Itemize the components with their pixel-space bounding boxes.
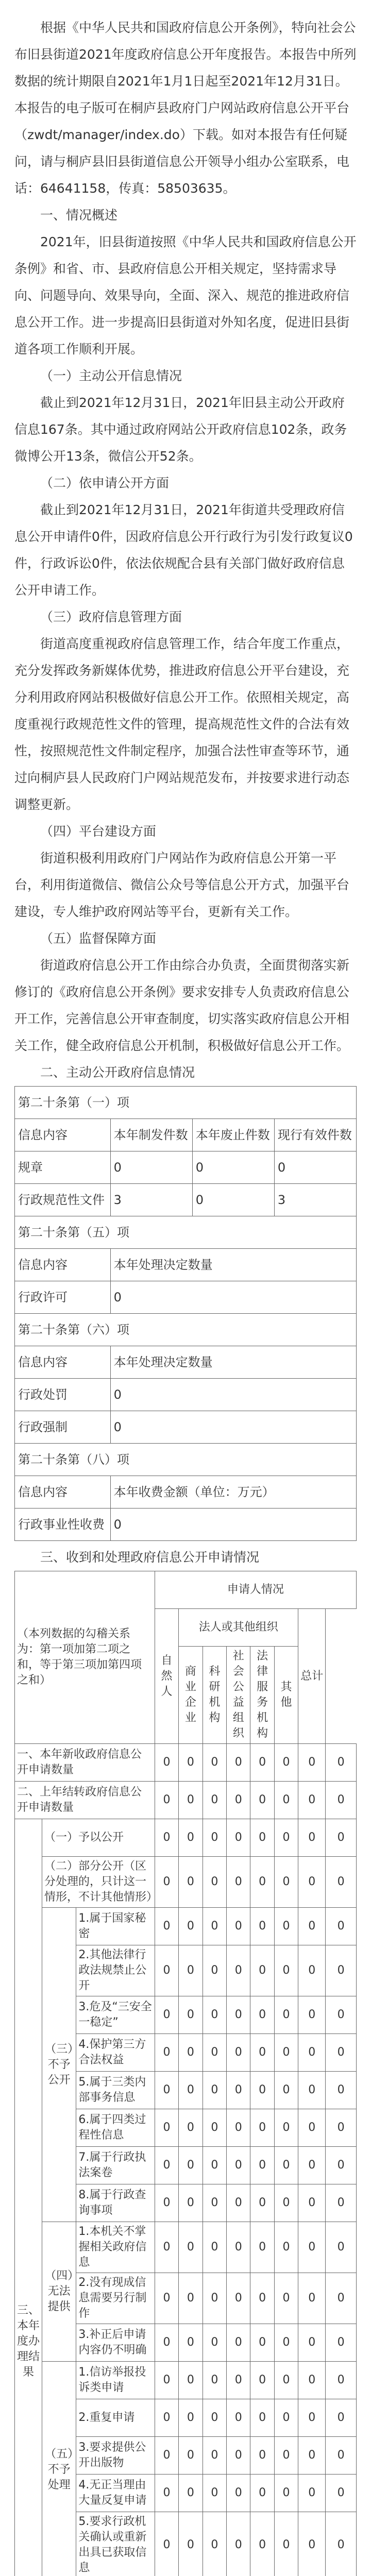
count-cell: 0 [298,2324,326,2362]
table-header-cell: 信息内容 [15,1119,111,1151]
result-group-label: 三、本年度办理结果 [15,1819,42,2576]
table-cell: 0 [274,1151,356,1184]
count-cell: 0 [250,2147,274,2184]
table-row [15,1151,357,1184]
section-1-title: 一、情况概述 [40,208,118,223]
active-disclosure-table [14,1086,357,1541]
corner-cell: （本列数据的勾稽关系为：第一项加第二项之和，等于第三项加第四项之和） [15,1571,155,1744]
count-cell: 0 [179,2034,203,2072]
section-1-1-text: 截止到2021年12月31日，2021年旧县主动公开政府信息167条。其中通过政府网站公开政府信息102条，政务微博公开13条，微信公开52条。 [14,395,347,464]
section-1-2-title: （二）依申请公开方面 [40,476,170,490]
count-cell: 0 [227,1908,250,1945]
count-cell: 0 [326,2475,357,2512]
org-type-header: 社会公益组织 [227,1647,250,1744]
section-1-5-text: 街道政府信息公开工作由综合办负责，全面贯彻落实新修订的《政府信息公开条例》要求安排专人负责政府信息公开工作，完善信息公开审查制度，切实落实政府信息公开相关工作，健全政府信息公开机制，积极做好信息公开工作。 [14,958,350,1053]
table-row [15,1184,357,1216]
table-cell: 0 [110,1509,356,1541]
row-label: 8.属于行政查询事项 [76,2184,155,2222]
section-1-text: 2021年，旧县街道按照《中华人民共和国政府信息公开条例》和省、市、县政府信息公开相关规定，坚持需求导向、问题导向、效果导向，全面、深入、规范的推进政府信息公开工作。进一步提高旧县街道对外知名度，促进旧县街道各项工作顺利开展。 [14,234,357,357]
section-1-4-title: （四）平台建设方面 [40,824,157,839]
section-1-3-title: （三）政府信息管理方面 [40,609,182,624]
count-cell: 0 [227,1857,250,1908]
subgroup-label: （五）不予处理 [42,2362,76,2576]
count-cell: 0 [274,2437,298,2475]
count-cell: 0 [203,2184,226,2222]
count-cell: 0 [155,2109,178,2147]
count-cell: 0 [298,2512,326,2576]
row-label: 一、本年新收政府信息公开申请数量 [15,1744,155,1782]
count-cell: 0 [227,2184,250,2222]
count-cell: 0 [203,1945,226,1996]
count-cell: 0 [326,1908,357,1945]
count-cell: 0 [227,1945,250,1996]
org-type-header: 科研机构 [203,1647,226,1744]
count-cell: 0 [179,2475,203,2512]
count-cell: 0 [179,2222,203,2273]
count-cell: 0 [326,2109,357,2147]
count-cell: 0 [227,1819,250,1857]
count-cell: 0 [155,1945,178,1996]
count-cell: 0 [179,1819,203,1857]
count-cell: 0 [250,2109,274,2147]
row-label: 1.信访举报投诉类申请 [76,2362,155,2399]
count-cell: 0 [274,2475,298,2512]
row-label: 2.重复申请 [76,2399,155,2437]
count-cell: 0 [155,2184,178,2222]
application-table [14,1571,357,2576]
count-cell: 0 [298,2362,326,2399]
table-cell: 3 [274,1184,356,1216]
table-cell: 0 [192,1151,274,1184]
table-heading: 第二十条第（一）项 [15,1087,357,1119]
count-cell: 0 [155,1782,178,1819]
count-cell: 0 [298,1945,326,1996]
count-cell: 0 [227,2437,250,2475]
table-row [15,1819,357,1857]
table-header-cell: 信息内容 [15,1249,111,1281]
count-cell: 0 [155,2437,178,2475]
count-cell: 0 [250,1857,274,1908]
count-cell: 0 [250,1996,274,2034]
row-label: 2.其他法律行政法规禁止公开 [76,1945,155,1996]
count-cell: 0 [179,2362,203,2399]
org-type-header: 商业企业 [179,1647,203,1744]
count-cell: 0 [326,1782,357,1819]
row-label: 二、上年结转政府信息公开申请数量 [15,1782,155,1819]
row-label: 2.没有现成信息需要另行制作 [76,2273,155,2324]
table-row [15,1857,357,1908]
count-cell: 0 [203,2362,226,2399]
org-type-header: 法律服务机构 [250,1647,274,1744]
row-label: 1.属于国家秘密 [76,1908,155,1945]
count-cell: 0 [326,2324,357,2362]
section-1-1-title: （一）主动公开信息情况 [40,368,182,383]
row-label: 4.保护第三方合法权益 [76,2034,155,2072]
count-cell: 0 [298,1744,326,1782]
section-1-2-text: 截止到2021年12月31日，2021年街道共受理政府信息公开申请件0件，因政府信息公开行政行为引发行政复议0件，行政诉讼0件，依法依规配合县有关部门做好政府信息公开申请工作。 [14,502,353,598]
count-cell: 0 [179,1996,203,2034]
count-cell: 0 [298,1819,326,1857]
count-cell: 0 [250,2475,274,2512]
count-cell: 0 [250,2512,274,2576]
table-row [15,2362,357,2399]
table-cell: 0 [192,1184,274,1216]
count-cell: 0 [326,1744,357,1782]
count-cell: 0 [326,2273,357,2324]
count-cell: 0 [155,2072,178,2109]
count-cell: 0 [326,2034,357,2072]
count-cell: 0 [326,2072,357,2109]
table-cell: 0 [110,1151,192,1184]
count-cell: 0 [155,2273,178,2324]
count-cell: 0 [227,2222,250,2273]
table-row [15,1379,357,1411]
count-cell: 0 [326,1857,357,1908]
count-cell: 0 [155,2147,178,2184]
table-cell: 0 [110,1281,356,1314]
count-cell: 0 [298,1857,326,1908]
count-cell: 0 [298,1782,326,1819]
count-cell: 0 [179,1908,203,1945]
count-cell: 0 [203,1857,226,1908]
count-cell: 0 [203,2072,226,2109]
table-cell: 行政处罚 [15,1379,111,1411]
count-cell: 0 [250,2324,274,2362]
table-cell: 规章 [15,1151,111,1184]
count-cell: 0 [274,2362,298,2399]
count-cell: 0 [298,2273,326,2324]
count-cell: 0 [155,2475,178,2512]
table-row [15,1782,357,1819]
intro-paragraph: 根据《中华人民共和国政府信息公开条例》，特向社会公布旧县街道2021年度政府信息公开年度报告。本报告中所列数据的统计期限自2021年1月1日起至2021年12月31日。本报告的电子版可在桐庐县政府门户网站政府信息公开平台（zwdt/manager/index.do）下载。如对本报告有任何疑问，请与桐庐县旧县街道信息公开领导小组办公室联系，电话：64641158，传真：58503635。 [14,20,357,196]
table-row [15,1281,357,1314]
count-cell: 0 [326,2512,357,2576]
count-cell: 0 [274,2184,298,2222]
count-cell: 0 [250,1908,274,1945]
count-cell: 0 [227,1782,250,1819]
count-cell: 0 [155,2222,178,2273]
count-cell: 0 [326,2222,357,2273]
count-cell: 0 [203,2475,226,2512]
count-cell: 0 [227,2324,250,2362]
count-cell: 0 [155,1996,178,2034]
row-label: 5.属于三类内部事务信息 [76,2072,155,2109]
row-label: 6.属于四类过程性信息 [76,2109,155,2147]
count-cell: 0 [179,2399,203,2437]
count-cell: 0 [326,2399,357,2437]
count-cell: 0 [155,2034,178,2072]
section-1-3-text: 街道高度重视政府信息管理工作，结合年度工作重点，充分发挥政务新媒体优势，推进政府信息公开平台建设，充分利用政府网站积极做好信息公开工作。依照相关规定，高度重视行政规范性文件的管理，提高规范性文件的合法有效性，按照规范性文件制定程序，加强合法性审查等环节，通过向桐庐县人民政府门户网站规范发布，并按要求进行动态调整更新。 [14,636,350,812]
row-label: 4.无正当理由大量反复申请 [76,2475,155,2512]
count-cell: 0 [179,1744,203,1782]
table-header-cell: 本年废止件数 [192,1119,274,1151]
table-header-cell: 本年制发件数 [110,1119,192,1151]
count-cell: 0 [179,2072,203,2109]
count-cell: 0 [250,1819,274,1857]
count-cell: 0 [203,2034,226,2072]
count-cell: 0 [250,2273,274,2324]
count-cell: 0 [326,2184,357,2222]
row-label: 5.要求行政机关确认或重新出具已获取信息 [76,2512,155,2576]
count-cell: 0 [179,1857,203,1908]
count-cell: 0 [203,2273,226,2324]
count-cell: 0 [203,1819,226,1857]
count-cell: 0 [250,2437,274,2475]
count-cell: 0 [250,1945,274,1996]
table-row [15,1411,357,1444]
count-cell: 0 [227,2475,250,2512]
count-cell: 0 [179,2109,203,2147]
subgroup-label: （三）不予公开 [42,1908,76,2222]
count-cell: 0 [203,2109,226,2147]
count-cell: 0 [179,2147,203,2184]
table-header-cell: 本年收费金额（单位：万元） [110,1476,356,1509]
table-cell: 3 [110,1184,192,1216]
count-cell: 0 [227,1744,250,1782]
count-cell: 0 [227,2362,250,2399]
count-cell: 0 [227,2034,250,2072]
table-header-row [15,1571,357,1609]
section-2-title: 二、主动公开政府信息情况 [40,1065,195,1080]
count-cell: 0 [274,1744,298,1782]
count-cell: 0 [250,1782,274,1819]
subgroup-label: （四）无法提供 [42,2222,76,2362]
count-cell: 0 [326,2362,357,2399]
count-cell: 0 [179,2437,203,2475]
table-header-cell: 信息内容 [15,1476,111,1509]
count-cell: 0 [298,2437,326,2475]
count-cell: 0 [227,2399,250,2437]
count-cell: 0 [203,1908,226,1945]
row-label: 3.补正后申请内容仍不明确 [76,2324,155,2362]
count-cell: 0 [274,2109,298,2147]
count-cell: 0 [274,2222,298,2273]
count-cell: 0 [250,2184,274,2222]
count-cell: 0 [298,2109,326,2147]
applicant-header: 申请人情况 [155,1571,356,1609]
count-cell: 0 [274,1819,298,1857]
count-cell: 0 [250,2072,274,2109]
count-cell: 0 [179,2273,203,2324]
count-cell: 0 [326,1819,357,1857]
row-label: （二）部分公开（区分处理的，只计这一情形，不计其他情形） [42,1857,155,1908]
row-label: 7.属于行政执法案卷 [76,2147,155,2184]
count-cell: 0 [179,1945,203,1996]
count-cell: 0 [227,2147,250,2184]
count-cell: 0 [250,2362,274,2399]
count-cell: 0 [298,2034,326,2072]
count-cell: 0 [227,2273,250,2324]
count-cell: 0 [274,2147,298,2184]
table-heading: 第二十条第（六）项 [15,1314,357,1346]
table-heading: 第二十条第（五）项 [15,1216,357,1249]
count-cell: 0 [250,1744,274,1782]
count-cell: 0 [155,2362,178,2399]
legal-person-header: 法人或其他组织 [179,1609,298,1647]
count-cell: 0 [203,2512,226,2576]
count-cell: 0 [155,2324,178,2362]
row-label: 3.危及“三安全一稳定” [76,1996,155,2034]
count-cell: 0 [298,1908,326,1945]
count-cell: 0 [203,2222,226,2273]
count-cell: 0 [274,1996,298,2034]
count-cell: 0 [250,2222,274,2273]
section-1-4-text: 街道积极利用政府门户网站作为政府信息公开第一平台，利用街道微信、微信公众号等信息公开方式，加强平台建设，专人维护政府网站等平台，更新有关工作。 [14,851,350,919]
count-cell: 0 [203,2324,226,2362]
count-cell: 0 [274,2512,298,2576]
table-heading: 第二十条第（八）项 [15,1444,357,1476]
table-cell: 行政许可 [15,1281,111,1314]
section-3-title: 三、收到和处理政府信息公开申请情况 [40,1550,260,1565]
table-cell: 0 [110,1411,356,1444]
count-cell: 0 [203,2399,226,2437]
table-header-cell: 本年处理决定数量 [110,1346,356,1379]
count-cell: 0 [179,1782,203,1819]
count-cell: 0 [274,1908,298,1945]
count-cell: 0 [203,1996,226,2034]
count-cell: 0 [298,2072,326,2109]
count-cell: 0 [326,2437,357,2475]
count-cell: 0 [298,2147,326,2184]
table-row [15,1509,357,1541]
table-row [15,1908,357,1945]
section-1-5-title: （五）监督保障方面 [40,931,157,946]
count-cell: 0 [298,2399,326,2437]
row-label: 3.要求提供公开出版物 [76,2437,155,2475]
count-cell: 0 [274,2034,298,2072]
row-label: （一）予以公开 [42,1819,155,1857]
count-cell: 0 [203,1782,226,1819]
count-cell: 0 [155,2399,178,2437]
total-header: 总计 [298,1609,326,1744]
count-cell: 0 [274,1782,298,1819]
count-cell: 0 [326,1945,357,1996]
table-cell: 行政事业性收费 [15,1509,111,1541]
count-cell: 0 [274,2072,298,2109]
count-cell: 0 [155,1744,178,1782]
count-cell: 0 [203,1744,226,1782]
org-type-header: 其他 [274,1647,298,1744]
count-cell: 0 [274,2324,298,2362]
count-cell: 0 [250,2034,274,2072]
count-cell: 0 [298,2222,326,2273]
table-row [15,2222,357,2273]
count-cell: 0 [298,2475,326,2512]
count-cell: 0 [155,1819,178,1857]
table-header-cell: 本年处理决定数量 [110,1249,356,1281]
count-cell: 0 [326,1996,357,2034]
table-cell: 行政强制 [15,1411,111,1444]
count-cell: 0 [155,2512,178,2576]
count-cell: 0 [274,2273,298,2324]
table-cell: 0 [110,1379,356,1411]
count-cell: 0 [274,2399,298,2437]
count-cell: 0 [179,2512,203,2576]
row-label: 1.本机关不掌握相关政府信息 [76,2222,155,2273]
count-cell: 0 [298,1996,326,2034]
count-cell: 0 [274,1857,298,1908]
count-cell: 0 [227,2109,250,2147]
count-cell: 0 [155,1857,178,1908]
count-cell: 0 [227,1996,250,2034]
count-cell: 0 [274,1945,298,1996]
table-cell: 行政规范性文件 [15,1184,111,1216]
count-cell: 0 [203,2147,226,2184]
count-cell: 0 [179,2324,203,2362]
table-header-cell: 现行有效件数 [274,1119,356,1151]
table-row [15,1744,357,1782]
count-cell: 0 [203,2437,226,2475]
natural-person-header: 自然人 [155,1609,178,1744]
count-cell: 0 [250,2399,274,2437]
count-cell: 0 [155,1908,178,1945]
count-cell: 0 [326,2147,357,2184]
table-header-cell: 信息内容 [15,1346,111,1379]
count-cell: 0 [227,2512,250,2576]
count-cell: 0 [298,2184,326,2222]
count-cell: 0 [227,2072,250,2109]
count-cell: 0 [179,2184,203,2222]
